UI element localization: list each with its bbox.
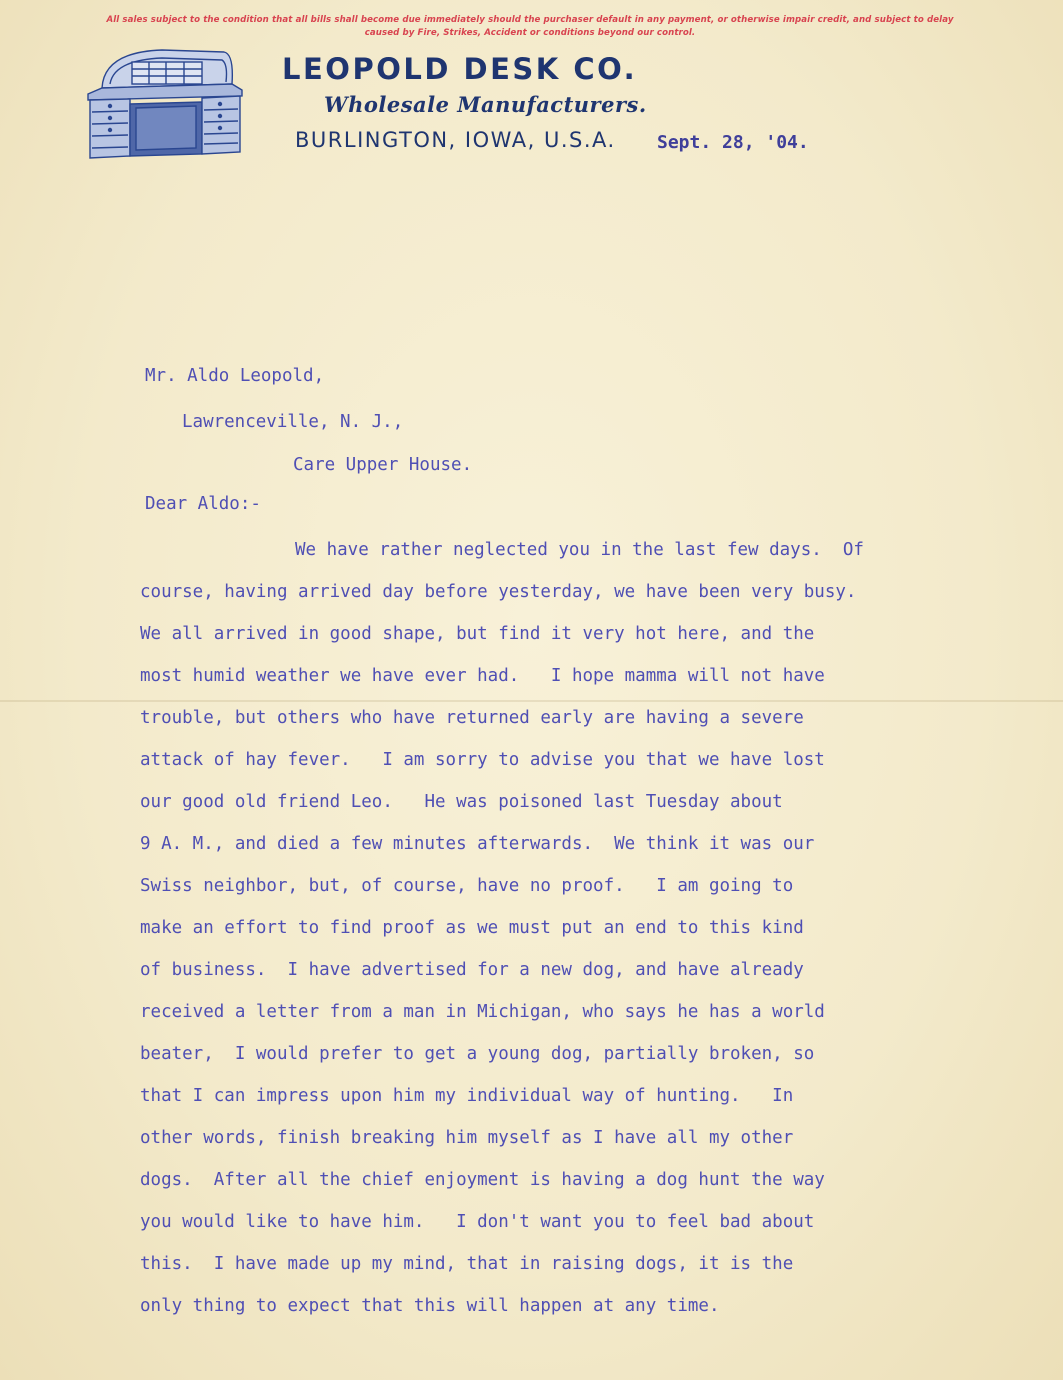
body-line: that I can impress upon him my individual way of hunting. In (140, 1086, 794, 1106)
body-line: attack of hay fever. I am sorry to advise you that we have lost (140, 750, 825, 770)
recipient-care-of: Care Upper House. (293, 455, 473, 475)
body-line: you would like to have him. I don't want you to feel bad about (140, 1212, 815, 1232)
body-line: most humid weather we have ever had. I hope mamma will not have (140, 666, 825, 686)
body-line: course, having arrived day before yesterday, we have been very busy. (140, 582, 857, 602)
body-line: of business. I have advertised for a new dog, and have already (140, 960, 804, 980)
salutation: Dear Aldo:- (145, 494, 261, 514)
body-line: received a letter from a man in Michigan, who says he has a world (140, 1002, 825, 1022)
company-tagline: Wholesale Manufacturers. (324, 92, 647, 117)
body-line: trouble, but others who have returned early are having a severe (140, 708, 804, 728)
body-line: We have rather neglected you in the last few days. Of (295, 540, 864, 560)
letter-date: Sept. 28, '04. (657, 132, 809, 153)
sales-disclaimer (80, 14, 980, 40)
body-line: this. I have made up my mind, that in raising dogs, it is the (140, 1254, 794, 1274)
body-line: make an effort to find proof as we must put an end to this kind (140, 918, 804, 938)
rolltop-desk-icon (74, 44, 248, 162)
company-name: LEOPOLD DESK CO. (282, 52, 638, 86)
body-line: dogs. After all the chief enjoyment is having a dog hunt the way (140, 1170, 825, 1190)
disclaimer-line-1: All sales subject to the condition that all bills shall become due immediately should the purchaser default in any payment, or otherwise impair credit, and subject to delay (106, 15, 954, 25)
body-line: Swiss neighbor, but, of course, have no proof. I am going to (140, 876, 794, 896)
recipient-town: Lawrenceville, N. J., (182, 412, 404, 432)
fold-crease (0, 700, 1063, 702)
body-line: 9 A. M., and died a few minutes afterwards. We think it was our (140, 834, 815, 854)
body-line: only thing to expect that this will happen at any time. (140, 1296, 720, 1316)
company-location: BURLINGTON, IOWA, U.S.A. (295, 128, 616, 152)
recipient-name: Mr. Aldo Leopold, (145, 366, 325, 386)
body-line: beater, I would prefer to get a young dog, partially broken, so (140, 1044, 815, 1064)
body-line: other words, finish breaking him myself as I have all my other (140, 1128, 794, 1148)
body-line: our good old friend Leo. He was poisoned last Tuesday about (140, 792, 783, 812)
body-line: We all arrived in good shape, but find it very hot here, and the (140, 624, 815, 644)
disclaimer-line-2: caused by Fire, Strikes, Accident or conditions beyond our control. (364, 28, 696, 38)
